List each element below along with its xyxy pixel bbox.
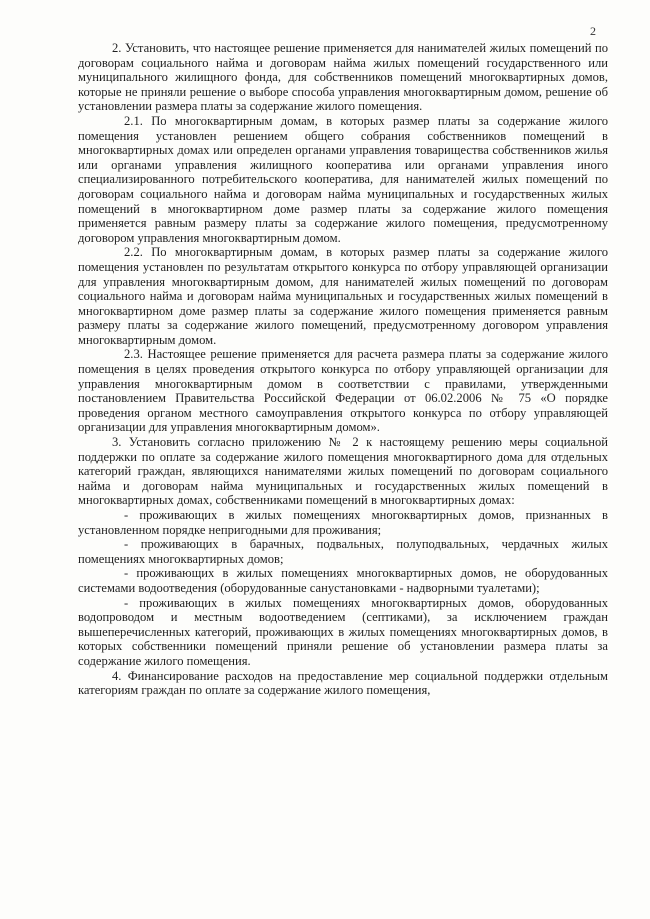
paragraph-2-1: 2.1. По многоквартирным домам, в которых размер платы за содержание жилого помещения установлен решением общего собрания собственников помещений в многоквартирных домах или определен органами управления товарищества собственников жилья или органами управления жилищного кооператива или органами управления иного специализированного потребительского кооператива, для нанимателей жилых помещений по договорам социального найма и договорам найма муниципальных и государственных жилых помещений в многоквартирном доме размер платы за содержание жилого помещения применяется равным размеру платы за содержание жилого помещения, предусмотренному договором управления многоквартирным домом. [78,113,608,245]
list-item-local-sewerage: - проживающих в жилых помещениях многоквартирных домов, оборудованных водопроводом и местным водоотведением (септиками), за исключением граждан вышеперечисленных категорий, проживающих в жилых помещениях многоквартирных домов, в которых собственники помещений приняли решение об установлении размера платы за содержание жилого помещения. [78,595,608,668]
list-item-no-sewerage: - проживающих в жилых помещениях многоквартирных домов, не оборудованных системами водоотведения (оборудованные санустановками - надворными туалетами); [78,566,608,595]
paragraph-2-3: 2.3. Настоящее решение применяется для расчета размера платы за содержание жилого помещения в целях проведения открытого конкурса по отбору управляющей организации для управления многоквартирным домом в соответствии с правилами, утвержденными постановлением Правительства Российской Федерации от 06.02.2006 № 75 «О порядке проведения органом местного самоуправления открытого конкурса по отбору управляющей организации для управления многоквартирным домом». [78,347,608,435]
paragraph-4: 4. Финансирование расходов на предоставление мер социальной поддержки отдельным категориям граждан по оплате за содержание жилого помещения, [78,668,608,698]
list-item-unfit-housing: - проживающих в жилых помещениях многоквартирных домов, признанных в установленном порядке непригодными для проживания; [78,508,608,537]
paragraph-2-2: 2.2. По многоквартирным домам, в которых размер платы за содержание жилого помещения установлен по результатам открытого конкурса по отбору управляющей организации для управления многоквартирным домом, для нанимателей жилых помещений по договорам социального найма и договорам найма муниципальных и государственных жилых помещений в многоквартирном доме размер платы за содержание жилого помещения применяется равным размеру платы за содержание жилого помещений, предусмотренному договором управления многоквартирным домом. [78,245,608,347]
paragraph-3: 3. Установить согласно приложению № 2 к настоящему решению меры социальной поддержки по оплате за содержание жилого помещения многоквартирного дома для отдельных категорий граждан, являющихся нанимателями жилых помещений по договорам социального найма и договорам найма муниципальных и государственных жилых помещений в многоквартирных домах, собственниками помещений в многоквартирных домах: [78,435,608,508]
paragraph-2: 2. Установить, что настоящее решение применяется для нанимателей жилых помещений по договорам социального найма и договорам найма жилых помещений государственного или муниципального жилищного фонда, для собственников помещений многоквартирных домов, которые не приняли решение о выборе способа управления многоквартирным домом, решение об установлении размера платы за содержание жилого помещения. [78,41,608,114]
document-body [78,41,608,698]
list-item-barracks-basements: - проживающих в барачных, подвальных, полуподвальных, чердачных жилых помещениях многоквартирных домов; [78,537,608,566]
page-number: 2 [590,24,596,38]
